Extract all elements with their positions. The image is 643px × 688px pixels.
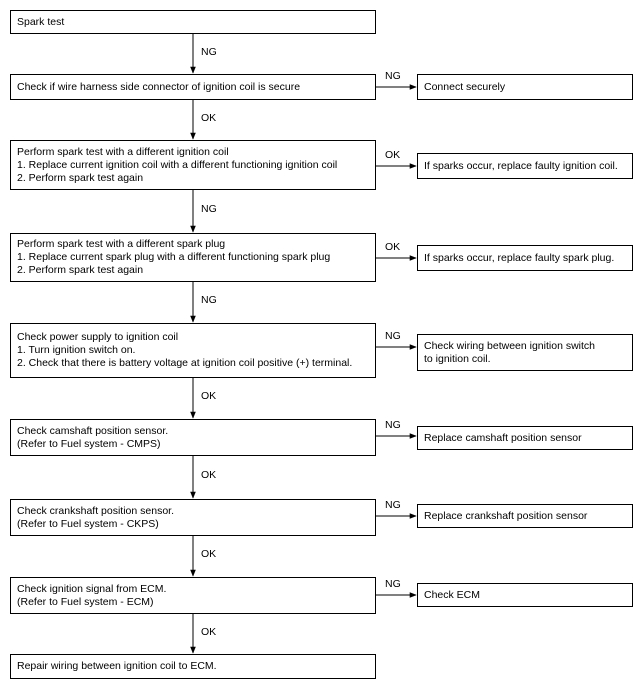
down-branch-label: OK <box>201 626 217 638</box>
step-text-line: 2. Perform spark test again <box>17 171 144 184</box>
step-text-line: Replace camshaft position sensor <box>424 431 582 444</box>
step-text-line: Spark test <box>17 15 65 28</box>
step-text-line: to ignition coil. <box>424 352 491 365</box>
main-step-box <box>10 233 376 282</box>
step-text-line: 1. Replace current spark plug with a different functioning spark plug <box>17 251 331 263</box>
side-step-box <box>417 334 633 371</box>
step-text-line: Perform spark test with a different ignition coil <box>17 145 229 158</box>
down-branch-label: NG <box>201 203 217 215</box>
step-text-line: Replace crankshaft position sensor <box>424 509 588 522</box>
main-step-box <box>10 10 376 34</box>
down-branch-label: OK <box>201 112 217 124</box>
down-branch-label: NG <box>201 46 217 58</box>
side-step-box <box>417 426 633 450</box>
side-branch-label: NG <box>385 70 401 82</box>
step-text-line: 2. Check that there is battery voltage at ignition coil positive (+) terminal. <box>17 357 353 369</box>
main-step-box <box>10 323 376 378</box>
step-text-line: Perform spark test with a different spark plug <box>17 238 226 250</box>
step-text-line: Check ignition signal from ECM. <box>17 582 167 595</box>
step-text-line: 1. Turn ignition switch on. <box>17 344 136 356</box>
side-step-box <box>417 245 633 271</box>
main-step-box <box>10 654 376 679</box>
side-branch-label: NG <box>385 578 401 590</box>
side-branch-label: NG <box>385 419 401 431</box>
side-step-box <box>417 74 633 100</box>
side-branch-label: NG <box>385 330 401 342</box>
side-step-box <box>417 583 633 607</box>
main-step-box <box>10 419 376 456</box>
main-step-box <box>10 74 376 100</box>
down-branch-label: OK <box>201 548 217 560</box>
step-text-line: (Refer to Fuel system - ECM) <box>17 595 154 608</box>
side-branch-label: OK <box>385 241 401 253</box>
step-text-line: Repair wiring between ignition coil to ECM. <box>17 660 217 672</box>
main-step-box <box>10 577 376 614</box>
step-text-line: Check wiring between ignition switch <box>424 339 595 352</box>
step-text-line: (Refer to Fuel system - CMPS) <box>17 437 161 450</box>
side-branch-label: OK <box>385 149 401 161</box>
main-step-box <box>10 499 376 536</box>
side-step-box <box>417 504 633 528</box>
down-branch-label: NG <box>201 294 217 306</box>
step-text-line: Connect securely <box>424 80 506 93</box>
step-text-line: If sparks occur, replace faulty spark plug. <box>424 251 615 264</box>
step-text-line: 1. Replace current ignition coil with a different functioning ignition coil <box>17 158 338 171</box>
side-step-box <box>417 153 633 179</box>
step-text-line: Check crankshaft position sensor. <box>17 504 174 517</box>
side-branch-label: NG <box>385 499 401 511</box>
step-text-line: If sparks occur, replace faulty ignition coil. <box>424 159 618 172</box>
main-step-box <box>10 140 376 190</box>
step-text-line: Check ECM <box>424 588 481 601</box>
step-text-line: Check camshaft position sensor. <box>17 424 169 437</box>
step-text-line: Check power supply to ignition coil <box>17 331 179 343</box>
step-text-line: (Refer to Fuel system - CKPS) <box>17 517 159 530</box>
down-branch-label: OK <box>201 469 217 481</box>
step-text-line: Check if wire harness side connector of ignition coil is secure <box>17 80 301 93</box>
down-branch-label: OK <box>201 390 217 402</box>
step-text-line: 2. Perform spark test again <box>17 264 144 276</box>
